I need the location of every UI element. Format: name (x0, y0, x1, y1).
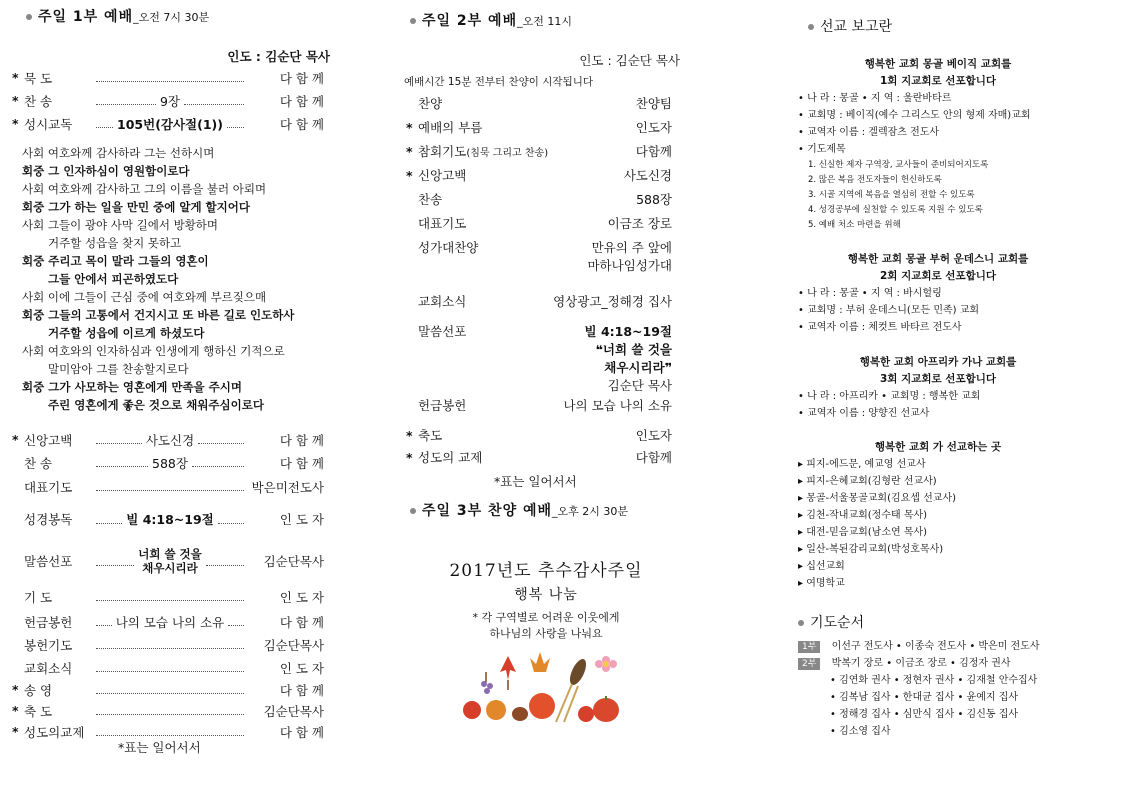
mission-church-3 (798, 354, 1078, 422)
item-detail-line: 채우시리라 (142, 561, 198, 575)
order-item (12, 700, 324, 721)
leaf-icon (530, 652, 550, 672)
dot-leader (96, 515, 122, 524)
stand-note: *표는 일어서서 (118, 740, 201, 755)
stand-note-2: *표는 일어서서 (494, 474, 577, 489)
mission-info: • 교회명 : 부허 운데스니(모든 민족) 교회 (798, 305, 980, 316)
item-label: 봉헌기도 (24, 637, 73, 653)
prayer-topic: 3. 시골 지역에 복음을 열심히 전할 수 있도록 (808, 190, 975, 200)
supported-mission: ▸ 여명학교 (798, 578, 845, 589)
stand-marker: * (406, 144, 413, 159)
item-detail-line: 나의 모습 나의 소유 (115, 614, 225, 630)
order-item (12, 428, 324, 451)
item-detail-line: 인도자 (635, 428, 672, 443)
item-label: 찬 송 (24, 455, 53, 471)
reading-line: 주린 영혼에게 좋은 것으로 채워주심이로다 (48, 398, 264, 412)
order-item (12, 112, 324, 135)
item-name: 헌금봉헌 (418, 398, 467, 413)
stand-marker: * (12, 93, 19, 108)
dot-leader (96, 557, 134, 566)
item-label (404, 118, 482, 136)
supported-mission: ▸ 몽골-서울몽골교회(김요셉 선교사) (798, 493, 957, 504)
leaf-icon (500, 656, 516, 690)
chestnut-icon (512, 707, 528, 721)
dot-leader (96, 685, 244, 694)
mission-church-1 (798, 56, 1078, 233)
reading-line: 회중 주리고 목이 말라 그들의 영혼이 (22, 254, 209, 268)
item-leader: 김순단목사 (263, 703, 324, 719)
item-note: (침묵 그리고 찬송) (466, 148, 549, 159)
service1-time: _오전 7시 30분 (133, 11, 210, 24)
item-detail (624, 166, 682, 184)
item-leader: 김순단목사 (263, 554, 324, 569)
order-item (12, 499, 324, 539)
item-detail (608, 214, 682, 232)
prayer-topic: 2. 많은 복음 전도자들이 헌신하도록 (808, 175, 942, 185)
service3-title: 주일 3부 찬양 예배 (422, 503, 553, 519)
stand-marker: * (12, 70, 19, 85)
dot-leader (96, 706, 244, 715)
prayer-names: 박복기 장로 • 이금조 장로 • 김정자 권사 (831, 658, 1011, 669)
item-detail-line: 다함께 (635, 144, 672, 159)
item-detail (116, 613, 225, 631)
item-label: 말씀선포 (24, 554, 73, 569)
prayer-order-title: 기도순서 (810, 615, 865, 631)
item-name: 대표기도 (418, 216, 467, 231)
item-detail-line: 채우시리라❞ (604, 360, 672, 375)
item-detail (636, 118, 682, 136)
supported-missions-title: 행복한 교회 가 선교하는 곳 (874, 441, 1002, 453)
mission-title: 행복한 교회 몽골 부허 운데스니 교회를 (847, 253, 1029, 265)
prayer-names: • 김연화 권사 • 정현자 권사 • 김재철 안수집사 (830, 675, 1038, 686)
dot-leader (96, 663, 244, 672)
mission-declaration: 1회 지교회로 선포합니다 (879, 75, 997, 87)
order-item (404, 448, 682, 470)
mission-info: • 교역자 이름 : 겔렉잠츠 전도사 (798, 127, 940, 138)
item-detail (636, 426, 682, 444)
dot-leader (96, 96, 156, 105)
dot-leader (96, 435, 142, 444)
mission-declaration: 3회 지교회로 선포합니다 (879, 373, 997, 385)
item-detail-line: 나의 모습 나의 소유 (563, 398, 672, 413)
mission-info: • 교역자 이름 : 체컷트 바타르 전도사 (798, 322, 962, 333)
mission-report-title: 선교 보고란 (820, 19, 893, 35)
order-item (404, 190, 682, 214)
supported-mission: ▸ 일산-복된감리교회(박성호목사) (798, 544, 944, 555)
mission-info: • 나 라 : 몽골 • 지 역 : 울란바타르 (798, 93, 952, 104)
order-item (404, 322, 682, 396)
item-leader: 다 함 께 (279, 682, 324, 698)
service2-leader: 인도 : 김순단 목사 (579, 53, 680, 68)
item-detail-line: ❝너희 쓸 것을 (595, 342, 672, 357)
event-desc-2: 하나님의 사랑을 나눠요 (489, 627, 603, 640)
dot-leader (96, 119, 113, 128)
order-item (12, 89, 324, 112)
order-item (404, 94, 682, 118)
item-label (404, 238, 478, 256)
service3-header (410, 502, 628, 521)
reading-line: 사회 여호와의 인자하심과 인생에게 행하신 기적으로 (22, 344, 285, 358)
mission-report-header (808, 18, 892, 36)
prayer-topic: 5. 예배 처소 마련을 위해 (808, 220, 901, 230)
item-leader: 다 함 께 (279, 432, 324, 448)
item-leader: 인 도 자 (279, 589, 324, 605)
order-item (404, 142, 682, 166)
autumn-harvest-illustration (460, 650, 620, 725)
service1-leader: 인도 : 김순단 목사 (227, 49, 330, 64)
supported-mission: ▸ 십선교회 (798, 561, 845, 572)
order-item (404, 238, 682, 292)
mission-church-2 (798, 251, 1078, 336)
item-label (404, 142, 548, 160)
item-name: 찬송 (418, 192, 443, 207)
item-label: 찬 송 (24, 93, 53, 109)
order-item (12, 66, 324, 89)
item-detail (160, 92, 180, 110)
supported-mission: ▸ 피지-은혜교회(김형란 선교사) (798, 476, 937, 487)
bullet-icon (26, 14, 32, 20)
item-detail (585, 322, 682, 394)
bullet-icon (808, 24, 814, 30)
order-item (404, 166, 682, 190)
item-detail (553, 292, 682, 310)
reading-line: 회중 그들의 고통에서 건지시고 또 바른 길로 인도하사 (22, 308, 295, 322)
dot-leader (184, 96, 244, 105)
event-subtitle: 행복 나눔 (514, 587, 578, 603)
reading-line: 회중 그 인자하심이 영원함이로다 (22, 164, 190, 178)
apple-icon (463, 701, 481, 719)
service1-header (26, 8, 209, 27)
apple-icon (578, 706, 594, 722)
supported-missions (798, 439, 1078, 592)
order-item (404, 396, 682, 426)
dot-leader (96, 617, 112, 626)
item-detail-line: 찬양팀 (635, 96, 672, 111)
service2-order (404, 94, 682, 470)
item-detail-line: 이금조 장로 (607, 216, 672, 231)
item-detail-line: 사도신경 (623, 168, 672, 183)
item-label (404, 448, 482, 466)
order-item (12, 633, 324, 656)
order-item (404, 118, 682, 142)
item-detail-line: 만유의 주 앞에 (591, 240, 672, 255)
item-detail-line: 김순단 목사 (607, 378, 672, 393)
grapes-icon (481, 672, 493, 694)
order-item (404, 426, 682, 448)
item-detail-line: 인도자 (635, 120, 672, 135)
order-item (12, 451, 324, 474)
stand-marker: * (12, 724, 19, 739)
item-label (404, 396, 466, 414)
item-detail (126, 510, 213, 528)
dot-leader (228, 617, 244, 626)
reading-line: 회중 그가 사모하는 영혼에게 만족을 주시며 (22, 380, 242, 394)
pumpkin-icon (593, 696, 619, 722)
item-name: 예배의 부름 (418, 120, 483, 135)
dot-leader (96, 482, 244, 491)
leaf-icon (567, 657, 590, 687)
item-detail-line: 빌 4:18~19절 (126, 512, 214, 527)
dot-leader (96, 727, 244, 736)
service1-order-bottom (12, 428, 324, 742)
event-title: 2017년도 추수감사주일 (449, 561, 643, 581)
service1-order-top (12, 66, 324, 135)
item-leader: 다 함 께 (279, 116, 325, 132)
prayer-names: • 정해경 집사 • 심만식 집사 • 김신동 집사 (830, 709, 1019, 720)
item-detail (636, 94, 682, 112)
item-leader: 박은미전도사 (251, 479, 324, 495)
item-leader: 다 함 께 (279, 93, 324, 109)
item-detail-line: 마하나임성가대 (587, 258, 672, 273)
item-leader: 김순단목사 (263, 637, 324, 653)
wheat-icon (556, 684, 578, 722)
supported-missions-list (798, 456, 1078, 592)
dot-leader (198, 435, 244, 444)
item-label: 송 영 (24, 682, 53, 698)
item-label (404, 214, 466, 232)
order-item (12, 474, 324, 499)
item-label: 성경봉독 (24, 512, 73, 527)
dot-leader (96, 73, 244, 82)
flower-icon (595, 656, 617, 672)
item-label (404, 426, 442, 444)
dot-leader (218, 515, 244, 524)
stand-marker: * (406, 450, 413, 465)
item-detail-line: 너희 쓸 것을 (138, 547, 202, 561)
mission-title: 행복한 교회 몽골 베이직 교회를 (864, 58, 1012, 70)
item-label: 묵 도 (24, 70, 53, 86)
supported-mission: ▸ 대전-믿음교회(남소연 목사) (798, 527, 928, 538)
order-item (12, 679, 324, 700)
stand-marker: * (12, 432, 19, 447)
item-detail (117, 115, 223, 133)
reading-line: 거주할 성읍을 찾지 못하고 (48, 236, 182, 250)
prayer-row-1 (798, 638, 1078, 655)
prayer-order-list (798, 638, 1078, 740)
prayer-names: • 김소영 집사 (830, 726, 891, 737)
service2-header (410, 12, 572, 31)
item-name: 성가대찬양 (418, 240, 479, 255)
order-item (12, 583, 324, 610)
item-label: 대표기도 (24, 479, 73, 495)
item-detail (636, 448, 682, 466)
order-item (12, 656, 324, 679)
item-label: 신앙고백 (24, 432, 73, 448)
item-label: 축 도 (24, 703, 53, 719)
item-leader: 다 함 께 (279, 455, 324, 471)
stand-marker: * (406, 120, 413, 135)
reading-line: 회중 그가 하는 일을 만민 중에 알게 할지어다 (22, 200, 250, 214)
item-name: 신앙고백 (418, 168, 467, 183)
bullet-icon (410, 508, 416, 514)
item-name: 말씀선포 (418, 324, 467, 339)
reading-line: 그들 안에서 피곤하였도다 (48, 272, 179, 286)
item-detail (563, 396, 682, 414)
thanksgiving-event (402, 556, 690, 641)
order-item (404, 214, 682, 238)
reading-line: 사회 여호와께 감사하고 그의 이름을 불러 아뢰며 (22, 182, 267, 196)
apple-icon (529, 693, 555, 719)
item-leader: 다 함 께 (279, 724, 324, 740)
item-detail-line: 588장 (636, 192, 672, 207)
stand-marker: * (406, 168, 413, 183)
mission-title: 행복한 교회 아프리카 가나 교회를 (859, 356, 1017, 368)
item-label (404, 322, 466, 340)
service-badge: 1부 (798, 641, 820, 653)
item-label (404, 94, 442, 112)
item-label: 교회소식 (24, 660, 73, 676)
prayer-row-2 (798, 655, 1078, 672)
item-name: 성도의 교제 (418, 450, 483, 465)
item-detail-line: 빌 4:18~19절 (584, 324, 672, 339)
service3-time: _오후 2시 30분 (552, 505, 629, 518)
stand-marker: * (12, 703, 19, 718)
dot-leader (96, 458, 148, 467)
item-detail-line: 다함께 (635, 450, 672, 465)
service1-title: 주일 1부 예배 (38, 9, 134, 25)
bullet-icon (798, 620, 804, 626)
prayer-topic: 1. 신실한 제자 구역장, 교사들이 준비되어지도록 (808, 160, 989, 170)
order-item (12, 610, 324, 633)
item-label: 기 도 (24, 589, 53, 605)
item-leader: 인 도 자 (279, 660, 324, 676)
responsive-reading (22, 144, 332, 414)
item-label (404, 166, 466, 184)
item-label (404, 190, 442, 208)
persimmon-icon (486, 700, 506, 720)
service2-time: _오전 11시 (517, 15, 572, 28)
dot-leader (192, 458, 244, 467)
item-label: 성시교독 (24, 116, 73, 132)
item-detail-line: 영상광고_정해경 집사 (553, 294, 672, 309)
reading-line: 사회 그들이 광야 사막 길에서 방황하며 (22, 218, 219, 232)
item-detail-line: 105번(감사절(1)) (117, 116, 223, 132)
item-detail (146, 431, 194, 449)
dot-leader (227, 119, 244, 128)
item-name: 축도 (418, 428, 443, 443)
prayer-names: • 김복남 집사 • 한대균 집사 • 윤예지 집사 (830, 692, 1019, 703)
mission-declaration: 2회 지교회로 선포합니다 (879, 270, 997, 282)
item-label: 성도의교제 (24, 724, 85, 740)
item-leader: 인 도 자 (279, 512, 324, 527)
item-name: 참회기도 (418, 144, 467, 159)
reading-line: 사회 이에 그들이 근심 중에 여호와께 부르짖으매 (22, 290, 267, 304)
item-detail-line: 588장 (152, 455, 188, 471)
pre-service-note: 예배시간 15분 전부터 찬양이 시작됩니다 (404, 76, 593, 88)
stand-marker: * (406, 428, 413, 443)
dot-leader (96, 640, 244, 649)
event-desc-1: * 각 구역별로 어려운 이웃에게 (472, 611, 620, 624)
stand-marker: * (12, 116, 19, 131)
prayer-rest (798, 672, 1078, 740)
item-name: 교회소식 (418, 294, 467, 309)
order-item (404, 292, 682, 322)
item-detail (587, 238, 682, 274)
reading-line: 사회 여호와께 감사하라 그는 선하시며 (22, 146, 215, 160)
prayer-topic: 4. 성경공부에 실천할 수 있도록 지원 수 있도록 (808, 205, 983, 215)
dot-leader (96, 592, 244, 601)
mission-info: • 나 라 : 몽골 • 지 역 : 바시헐링 (798, 288, 942, 299)
order-item (12, 539, 324, 583)
service-badge: 2부 (798, 658, 820, 670)
bullet-icon (410, 18, 416, 24)
service2-title: 주일 2부 예배 (422, 13, 518, 29)
item-detail (636, 142, 682, 160)
mission-info: • 교역자 이름 : 양향진 선교사 (798, 408, 930, 419)
dot-leader (206, 557, 244, 566)
mission-info: • 교회명 : 베이직(예수 그리스도 안의 형제 자매)교회 (798, 110, 1031, 121)
item-label: 헌금봉헌 (24, 614, 73, 630)
mission-info: • 기도제목 (798, 144, 846, 155)
item-detail (152, 454, 188, 472)
supported-mission: ▸ 김천-작내교회(정수태 목사) (798, 510, 928, 521)
reading-line: 말미암아 그를 찬송할지로다 (48, 362, 189, 376)
item-label (404, 292, 466, 310)
prayer-names: 이선구 전도사 • 이종숙 전도사 • 박은미 전도사 (831, 641, 1040, 652)
item-detail-line: 사도신경 (145, 432, 195, 448)
item-leader: 다 함 께 (279, 70, 324, 86)
item-detail-line: 9장 (159, 93, 181, 109)
item-detail (138, 547, 202, 575)
item-leader: 다 함 께 (279, 614, 324, 630)
stand-marker: * (12, 682, 19, 697)
supported-mission: ▸ 피지-에드문, 예교영 선교사 (798, 459, 926, 470)
item-name: 찬양 (418, 96, 443, 111)
item-detail (636, 190, 682, 208)
reading-line: 거주할 성읍에 이르게 하셨도다 (48, 326, 205, 340)
mission-info: • 나 라 : 아프리카 • 교회명 : 행복한 교회 (798, 391, 981, 402)
prayer-order-header (798, 614, 864, 632)
